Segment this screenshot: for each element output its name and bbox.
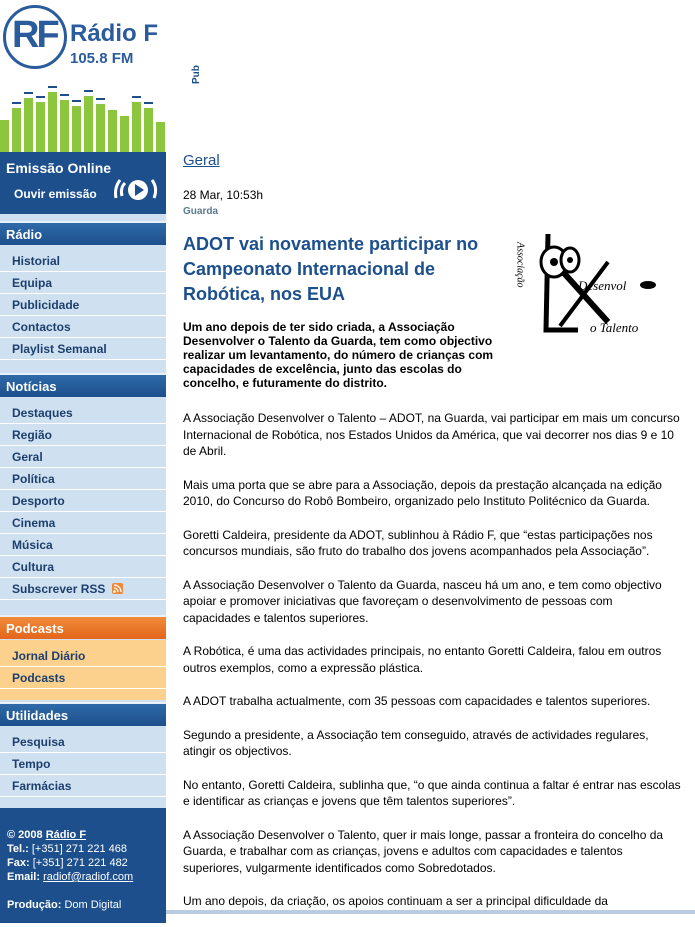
rss-icon[interactable]	[112, 583, 123, 594]
menu-item-playlist[interactable]: Playlist Semanal	[0, 339, 166, 360]
logo-mark: RF	[12, 14, 57, 56]
footer-email-link[interactable]: radiof@radiof.com	[43, 871, 134, 883]
emissao-online-panel	[0, 152, 166, 214]
article-paragraph: A Associação Desenvolver o Talento – ADOT, na Guarda, vai participar em mais um concurso Internacional de Robótica, nos Estados Unidos da América, que vai decorrer nos dias 9 e 10 de Abril.	[183, 411, 680, 458]
menu-item-regiao[interactable]: Região	[0, 425, 166, 446]
pub-label: Pub	[191, 65, 202, 84]
menu-item-destaques[interactable]: Destaques	[0, 403, 166, 424]
menu-item-contactos[interactable]: Contactos	[0, 317, 166, 338]
logo-name: Rádio F	[70, 20, 158, 47]
image-bottom-text: o Talento	[590, 320, 639, 335]
menu-item-podcasts[interactable]: Podcasts	[0, 668, 166, 689]
equalizer-graphic	[0, 80, 166, 152]
bottom-divider	[166, 910, 695, 914]
menu-item-desporto[interactable]: Desporto	[0, 491, 166, 512]
image-top-text: Desenvol	[578, 278, 627, 293]
menu-item-jornal-diario[interactable]: Jornal Diário	[0, 646, 166, 667]
article-paragraph: A ADOT trabalha actualmente, com 35 pessoas com capacidades e talentos superiores.	[183, 694, 651, 708]
section-utilidades-header: Utilidades	[0, 702, 166, 726]
menu-podcasts	[0, 646, 166, 690]
menu-utilidades	[0, 732, 166, 798]
article-paragraph: No entanto, Goretti Caldeira, sublinha que, “o que ainda continua a faltar é entrar nas escolas e identificar as crianças e jovens que têm talentos superiores”.	[183, 777, 681, 808]
footer-radio-link[interactable]: Rádio F	[45, 829, 87, 841]
image-side-text: Associação	[514, 242, 526, 288]
menu-item-publicidade[interactable]: Publicidade	[0, 295, 166, 316]
menu-item-rss[interactable]: Subscrever RSS	[0, 579, 166, 600]
article-location: Guarda	[183, 206, 219, 217]
article-paragraph: A Associação Desenvolver o Talento da Guarda, nasceu há um ano, e tem como objectivo apoiar e promover iniciativas que favoreçam o desenvolvimento de pessoas com capacidades e talentos superiores.	[183, 577, 662, 625]
article-paragraph: A Robótica, é uma das actividades principais, no entanto Goretti Caldeira, falou em outros outros exemplos, como a expressão plástica.	[183, 644, 662, 675]
article-date: 28 Mar, 10:53h	[183, 188, 264, 202]
menu-item-pesquisa[interactable]: Pesquisa	[0, 732, 166, 753]
section-podcasts-header: Podcasts	[0, 615, 166, 639]
menu-item-cinema[interactable]: Cinema	[0, 513, 166, 534]
article-paragraph: Segundo a presidente, a Associação tem conseguido, através de actividades regulares, atingir os objectivos.	[183, 727, 649, 758]
article-paragraph: Goretti Caldeira, presidente da ADOT, sublinhou à Rádio F, que “estas participações nos concursos mundiais, são fruto do trabalho dos jovens acompanhados pela Associação”.	[183, 527, 653, 558]
menu-item-tempo[interactable]: Tempo	[0, 754, 166, 775]
emissao-title: Emissão Online	[6, 160, 112, 176]
article-title: ADOT vai novamente participar no Campeonato Internacional de Robótica, nos EUA	[183, 234, 479, 304]
article-paragraph: Um ano depois, da criação, os apoios continuam a ser a principal dificuldade da	[183, 894, 608, 908]
listen-live-link[interactable]: Ouvir emissão	[14, 187, 97, 201]
menu-item-geral[interactable]: Geral	[0, 447, 166, 468]
footer-email: Email: radiof@radiof.com	[7, 871, 134, 883]
article-paragraph: Mais uma porta que se abre para a Associação, depois da prestação alcançada na edição 2010, do Concurso do Robô Bombeiro, organizado pelo Instituto Politécnico da Guarda.	[183, 477, 662, 508]
footer-producao: Produção: Dom Digital	[7, 899, 122, 911]
menu-item-equipa[interactable]: Equipa	[0, 273, 166, 294]
article-category-link[interactable]: Geral	[183, 152, 220, 169]
article-body	[183, 410, 683, 927]
logo-frequency: 105.8 FM	[70, 50, 134, 67]
radio-logo[interactable]	[0, 0, 166, 80]
article-paragraph: A Associação Desenvolver o Talento, quer ir mais longe, passar a fronteira do concelho da Guarda, e trabalhar com as crianças, jovens e adultos com capacidades e talentos superiores, vulgarmente identificados como Sobredotados.	[183, 827, 664, 875]
sidebar-footer	[0, 808, 166, 923]
article-lead: Um ano depois de ter sido criada, a Associação Desenvolver o Talento da Guarda, tem como objectivo realizar um levantamento, do número de crianças com capacidades de excelência, junto das escolas do concelho, e futuramente do distrito.	[183, 320, 494, 390]
footer-fax: Fax: [+351] 271 221 482	[7, 857, 128, 869]
section-radio-header: Rádio	[0, 221, 166, 245]
menu-item-musica[interactable]: Música	[0, 535, 166, 556]
adot-logo-image	[508, 222, 663, 357]
menu-radio	[0, 251, 166, 361]
section-noticias-header: Notícias	[0, 373, 166, 397]
menu-item-farmacias[interactable]: Farmácias	[0, 776, 166, 797]
play-icon[interactable]	[112, 170, 162, 206]
menu-item-cultura[interactable]: Cultura	[0, 557, 166, 578]
footer-tel: Tel.: [+351] 271 221 468	[7, 843, 127, 855]
footer-copyright: © 2008 Rádio F	[7, 829, 87, 841]
menu-item-politica[interactable]: Política	[0, 469, 166, 490]
menu-noticias	[0, 403, 166, 601]
equalizer-icon	[0, 80, 166, 152]
menu-item-historial[interactable]: Historial	[0, 251, 166, 272]
